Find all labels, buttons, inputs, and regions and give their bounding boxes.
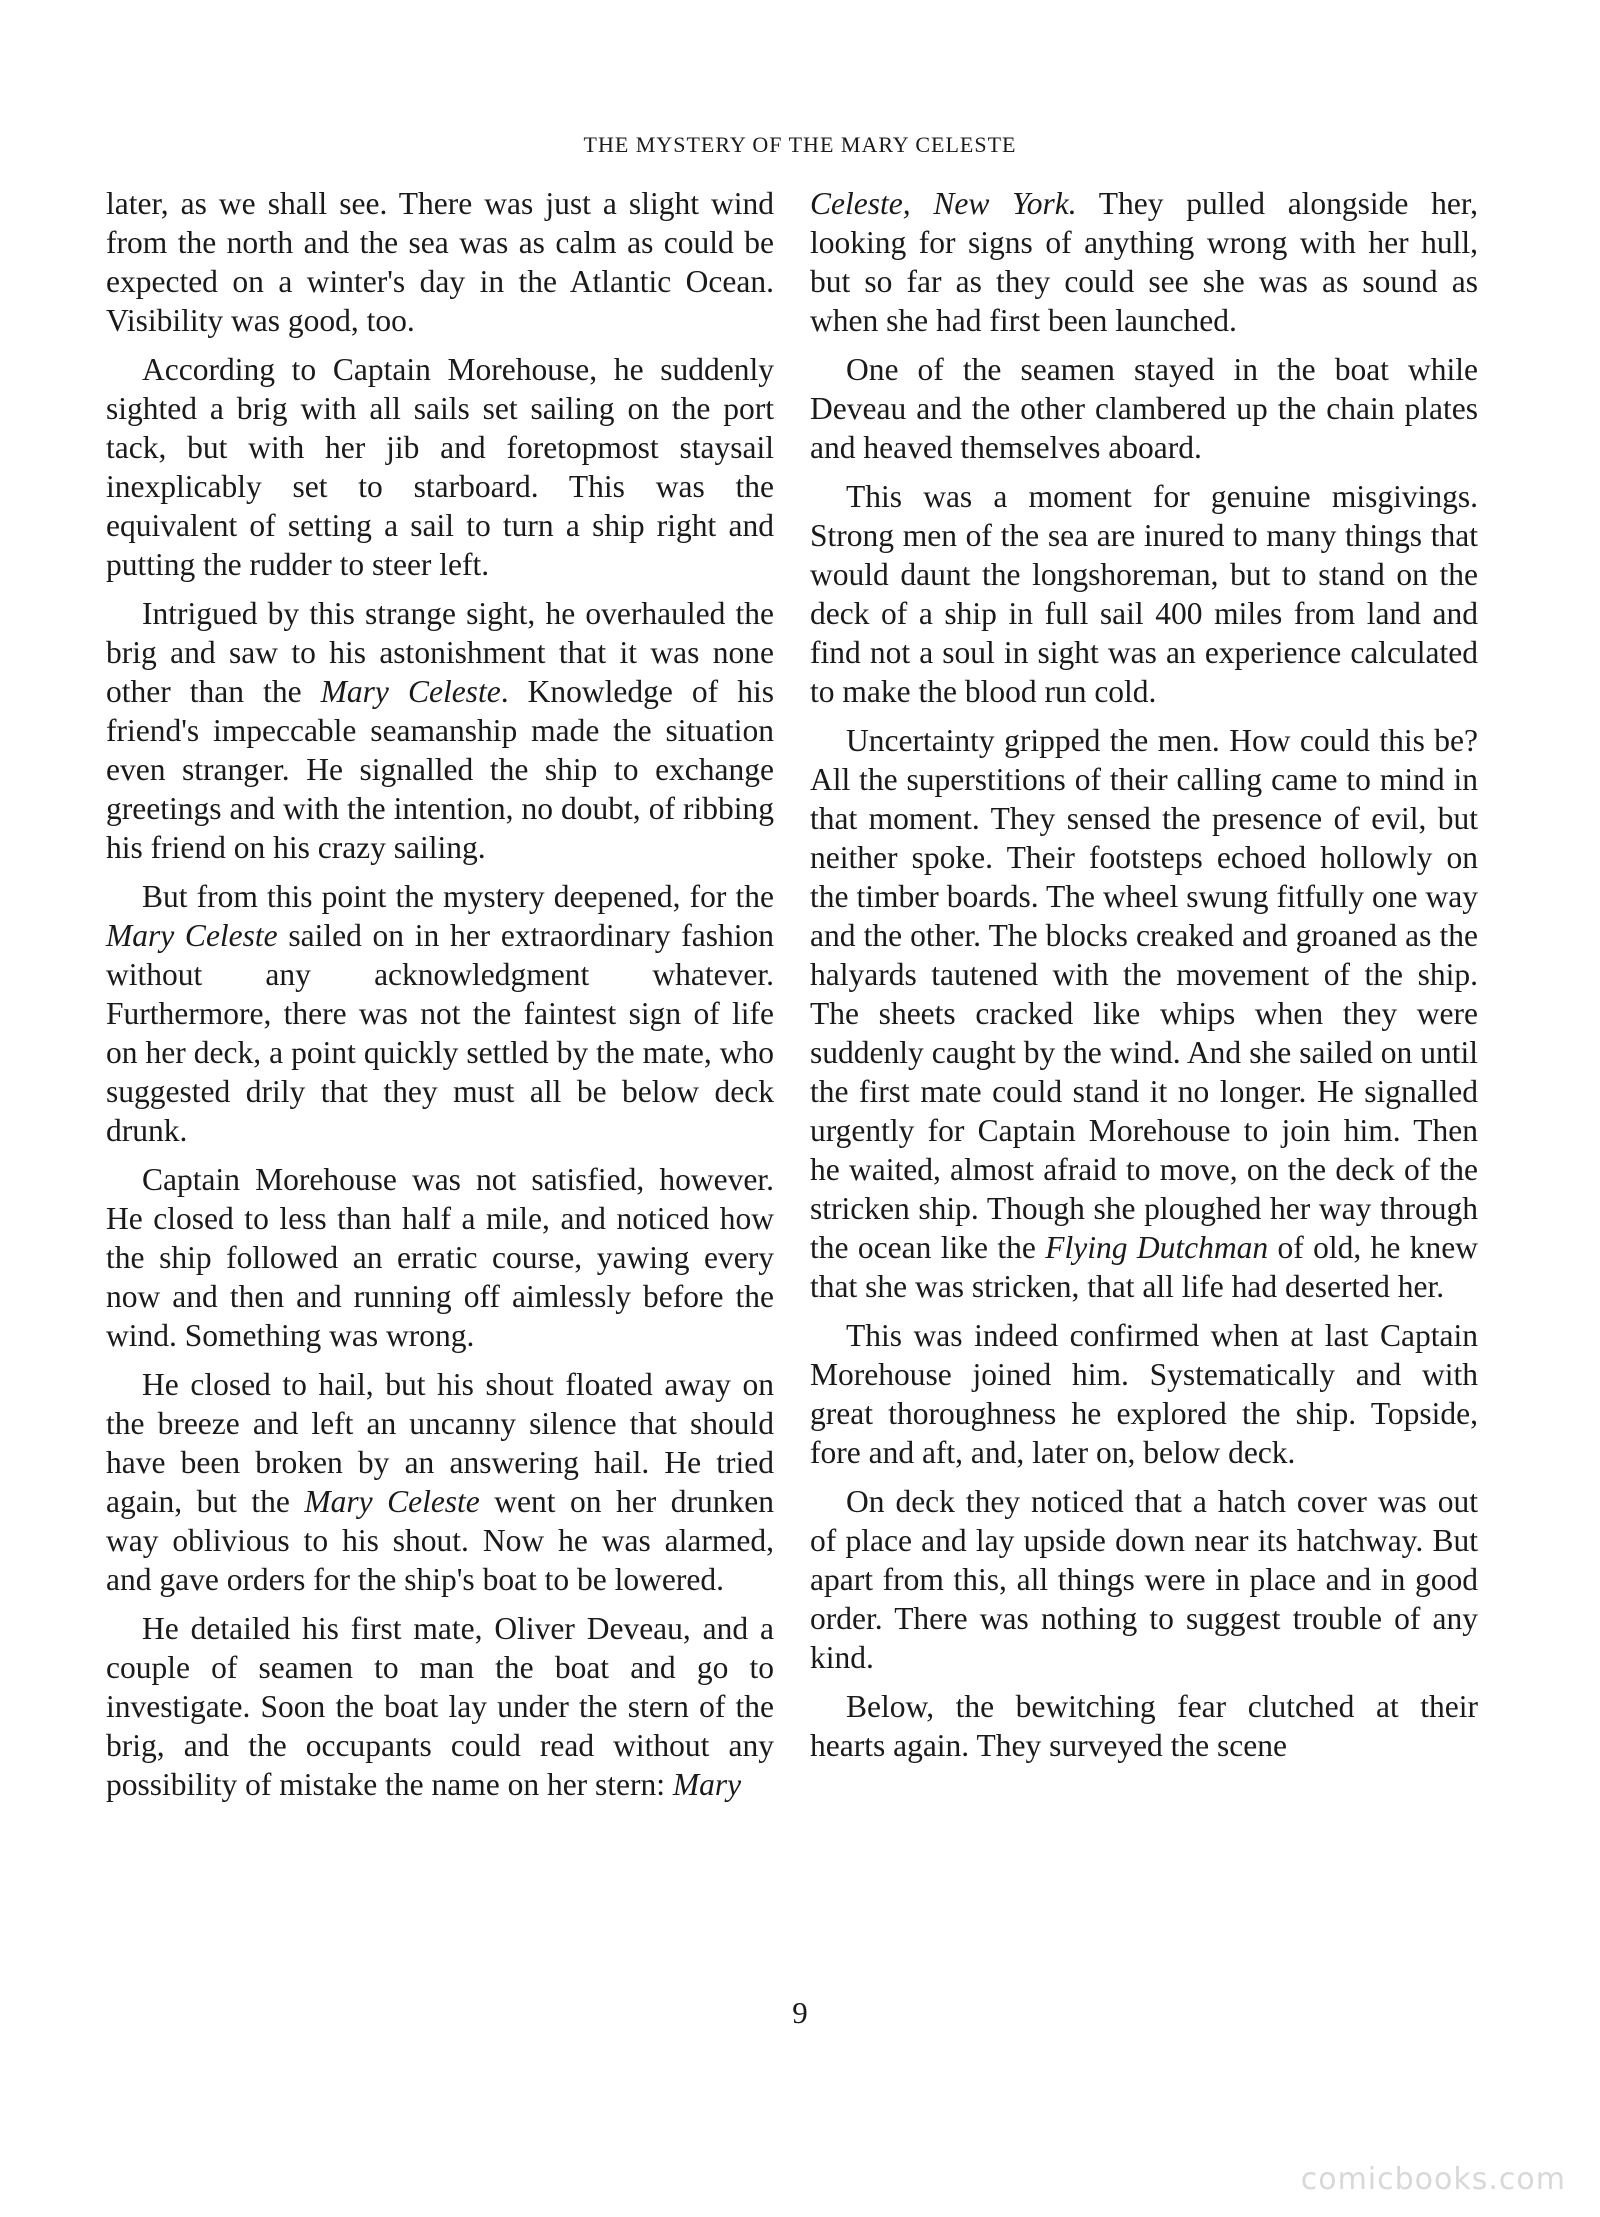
paragraph: Intrigued by this strange sight, he overhauled the brig and saw to his astonishment that it was none other than the Mary Celeste. Knowledge of his friend's impeccable seamanship made the situation even stranger. He signalled the ship to exchange greetings and with the intention, no doubt, of ribbing his friend on his crazy sailing. xyxy=(106,596,774,865)
running-head: THE MYSTERY OF THE MARY CELESTE xyxy=(583,132,1017,157)
ship-name: Flying Dutchman xyxy=(1045,1230,1269,1265)
ship-name: Celeste, New York. xyxy=(810,186,1077,221)
paragraph: later, as we shall see. There was just a slight wind from the north and the sea was as calm as could be expected on a winter's day in the Atlantic Ocean. Visibility was good, too. xyxy=(106,186,774,338)
paragraph: According to Captain Morehouse, he suddenly sighted a brig with all sails set sailing on the port tack, but with her jib and foretopmost staysail inexplicably set to starboard. This was the equivalent of setting a sail to turn a ship right and putting the rudder to steer left. xyxy=(106,352,774,582)
paragraph: But from this point the mystery deepened, for the Mary Celeste sailed on in her extraordinary fashion without any acknowledgment whatever. Furthermore, there was not the faintest sign of life on her deck, a point quickly settled by the mate, who suggested drily that they must all be below deck drunk. xyxy=(106,879,774,1148)
paragraph: On deck they noticed that a hatch cover was out of place and lay upside down near its hatchway. But apart from this, all things were in place and in good order. There was nothing to suggest trouble of any kind. xyxy=(810,1484,1478,1675)
ship-name: Mary xyxy=(672,1767,742,1802)
page-number: 9 xyxy=(792,1995,808,2030)
right-column xyxy=(810,184,1478,1765)
paragraph: Uncertainty gripped the men. How could this be? All the superstitions of their calling came to mind in that moment. They sensed the presence of evil, but neither spoke. Their footsteps echoed hollowly on the timber boards. The wheel swung fitfully one way and the other. The blocks creaked and groaned as the halyards tautened with the movement of the ship. The sheets cracked like whips when they were suddenly caught by the wind. And she sailed on until the first mate could stand it no longer. He signalled urgently for Captain Morehouse to join him. Then he waited, almost afraid to move, on the deck of the stricken ship. Though she ploughed her way through the ocean like the Flying Dutchman of old, he knew that she was stricken, that all life had deserted her. xyxy=(810,723,1478,1304)
paragraph: Below, the bewitching fear clutched at their hearts again. They surveyed the scene xyxy=(810,1689,1478,1763)
paragraph: Celeste, New York. They pulled alongside her, looking for signs of anything wrong with her hull, but so far as they could see she was as sound as when she had first been launched. xyxy=(810,186,1478,338)
paragraph: Captain Morehouse was not satisfied, however. He closed to less than half a mile, and noticed how the ship followed an erratic course, yawing every now and then and running off aimlessly before the wind. Something was wrong. xyxy=(106,1162,774,1353)
paragraph: He detailed his first mate, Oliver Deveau, and a couple of seamen to man the boat and go to investigate. Soon the boat lay under the stern of the brig, and the occupants could read without any possibility of mistake the name on her stern: Mary xyxy=(106,1611,774,1802)
ship-name: Mary Celeste xyxy=(106,918,278,953)
paragraph: This was a moment for genuine misgivings. Strong men of the sea are inured to many things that would daunt the longshoreman, but to stand on the deck of a ship in full sail 400 miles from land and find not a soul in sight was an experience calculated to make the blood run cold. xyxy=(810,479,1478,709)
left-column xyxy=(106,184,774,1804)
paragraph: This was indeed confirmed when at last Captain Morehouse joined him. Systematically and with great thoroughness he explored the ship. Topside, fore and aft, and, later on, below deck. xyxy=(810,1318,1478,1470)
watermark: comicbooks.com xyxy=(1300,2162,1566,2197)
paragraph: He closed to hail, but his shout floated away on the breeze and left an uncanny silence that should have been broken by an answering hail. He tried again, but the Mary Celeste went on her drunken way oblivious to his shout. Now he was alarmed, and gave orders for the ship's boat to be lowered. xyxy=(106,1367,774,1597)
ship-name: Mary Celeste xyxy=(304,1484,480,1519)
ship-name: Mary Celeste xyxy=(320,674,501,709)
paragraph: One of the seamen stayed in the boat while Deveau and the other clambered up the chain plates and heaved themselves aboard. xyxy=(810,352,1478,465)
